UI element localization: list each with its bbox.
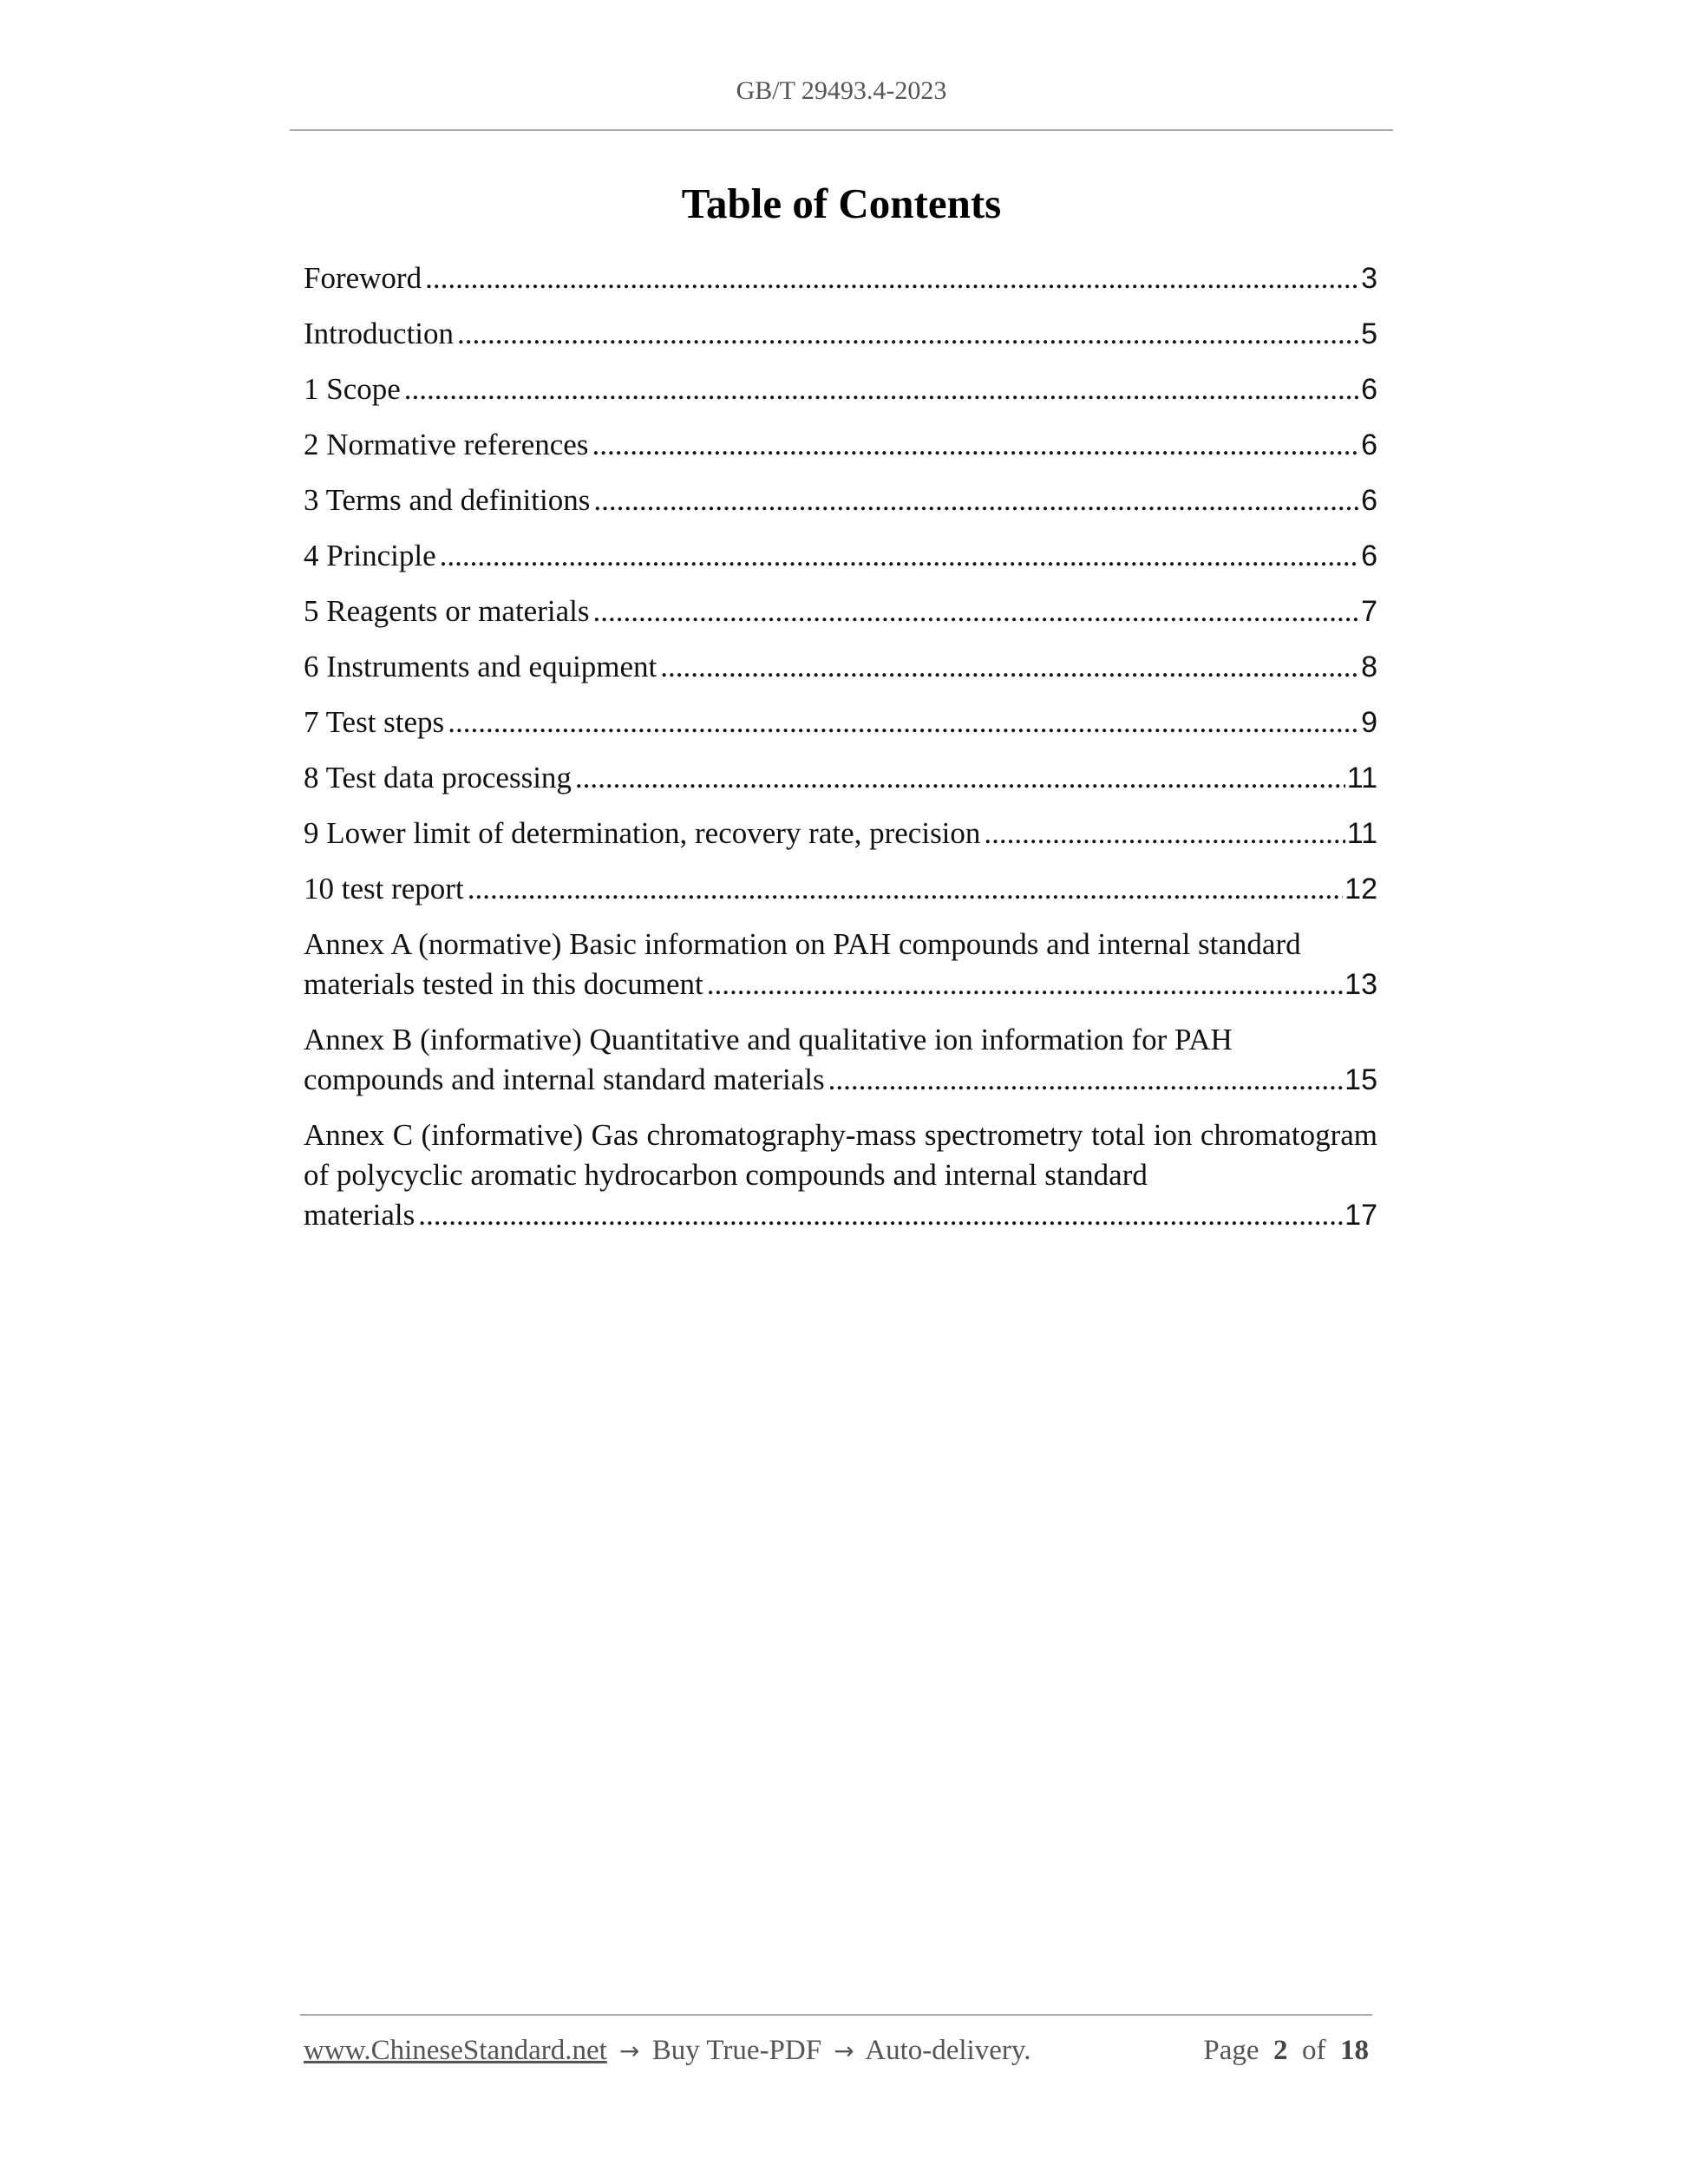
toc-entry-test-report[interactable] [304,869,1377,909]
toc-entry-label: 6 Instruments and equipment [304,650,658,683]
toc-entry-label: Introduction [304,317,455,350]
toc-entry-label: Annex A (normative) Basic information on PAH compounds and internal standard [304,927,1301,961]
toc-entry-scope[interactable] [304,369,1377,409]
dot-leader [660,647,1359,687]
toc-entry-annex-b[interactable] [304,1020,1377,1100]
dot-leader [404,369,1359,409]
arrow-right-icon: → [619,2037,640,2065]
website-link[interactable]: www.ChineseStandard.net [304,2035,607,2066]
toc-entry-test-steps[interactable] [304,703,1377,742]
toc-entry-label: Foreword [304,261,422,295]
toc-entry-label: 10 test report [304,872,464,906]
toc-page-number: 6 [1361,373,1377,406]
toc-page-number: 3 [1361,262,1377,295]
toc-entry-reagents[interactable] [304,592,1377,631]
toc-page-number: 9 [1361,706,1377,739]
buy-pdf-text: Buy True-PDF [651,2035,822,2066]
header-divider [290,129,1393,131]
toc-entry-annex-c[interactable] [304,1115,1377,1235]
toc-page-number: 6 [1361,484,1377,517]
toc-entry-last-line [304,1060,1377,1100]
toc-entry-label: 5 Reagents or materials [304,594,590,628]
toc-entry-label: 7 Test steps [304,705,445,739]
toc-entry-terms-definitions[interactable] [304,481,1377,520]
toc-entry-lower-limit[interactable] [304,814,1377,853]
toc-entry-annex-a[interactable] [304,925,1377,1004]
dot-leader [468,869,1343,909]
toc-page-number: 12 [1345,873,1377,906]
toc-entry-introduction[interactable] [304,314,1377,354]
toc-entry-label-continued: materials tested in this document [304,967,703,1001]
arrow-right-icon: → [834,2037,854,2065]
toc-entry-label-continued: compounds and internal standard materials [304,1063,825,1096]
toc-page-number: 11 [1346,762,1377,794]
page-footer [304,2035,1369,2067]
toc-entry-label: Annex C (informative) Gas chromatography-mass spectrometry total ion chromatogram of polycyclic aromatic hydrocarbon compounds and internal standard [304,1118,1377,1192]
toc-entry-label: Annex B (informative) Quantitative and qualitative ion information for PAH [304,1023,1233,1056]
page-word: Page [1203,2035,1259,2066]
toc-page-number: 13 [1345,968,1377,1001]
toc-entry-label: 2 Normative references [304,428,589,461]
toc-entry-last-line [304,1195,1377,1235]
toc-entry-last-line [304,964,1377,1004]
of-word: of [1302,2035,1326,2066]
dot-leader [984,814,1345,853]
dot-leader [592,425,1359,465]
toc-page-number: 5 [1361,317,1377,350]
table-of-contents [304,258,1377,1251]
toc-entry-principle[interactable] [304,536,1377,576]
toc-entry-normative-references[interactable] [304,425,1377,465]
toc-entry-test-data-processing[interactable] [304,758,1377,798]
dot-leader [440,536,1359,576]
toc-page-number: 17 [1345,1199,1377,1232]
page-indicator [1203,2035,1369,2067]
dot-leader [592,592,1359,631]
toc-entry-label: 3 Terms and definitions [304,483,591,517]
toc-entry-label: 4 Principle [304,539,436,572]
dot-leader [418,1195,1343,1235]
page-title: Table of Contents [681,180,1002,227]
footer-promo [304,2035,1030,2067]
current-page-number: 2 [1273,2035,1288,2066]
dot-leader [575,758,1345,798]
dot-leader [828,1060,1344,1100]
auto-delivery-text: Auto-delivery. [865,2035,1031,2066]
dot-leader [707,964,1343,1004]
total-page-number: 18 [1340,2035,1369,2066]
toc-page-number: 7 [1361,595,1377,628]
document-id-header: GB/T 29493.4-2023 [736,76,947,105]
footer-divider [300,2014,1372,2016]
toc-page-number: 11 [1346,817,1377,850]
toc-page-number: 6 [1361,539,1377,572]
dot-leader [457,314,1359,354]
toc-entry-instruments[interactable] [304,647,1377,687]
toc-entry-foreword[interactable] [304,258,1377,298]
toc-entry-label: 1 Scope [304,372,401,406]
toc-page-number: 8 [1361,651,1377,683]
toc-entry-label: 9 Lower limit of determination, recovery rate, precision [304,816,981,850]
toc-entry-label-continued: materials [304,1198,415,1232]
toc-entry-label: 8 Test data processing [304,761,572,794]
toc-page-number: 15 [1345,1063,1377,1096]
dot-leader [593,481,1359,520]
dot-leader [425,258,1359,298]
toc-page-number: 6 [1361,428,1377,461]
dot-leader [448,703,1359,742]
